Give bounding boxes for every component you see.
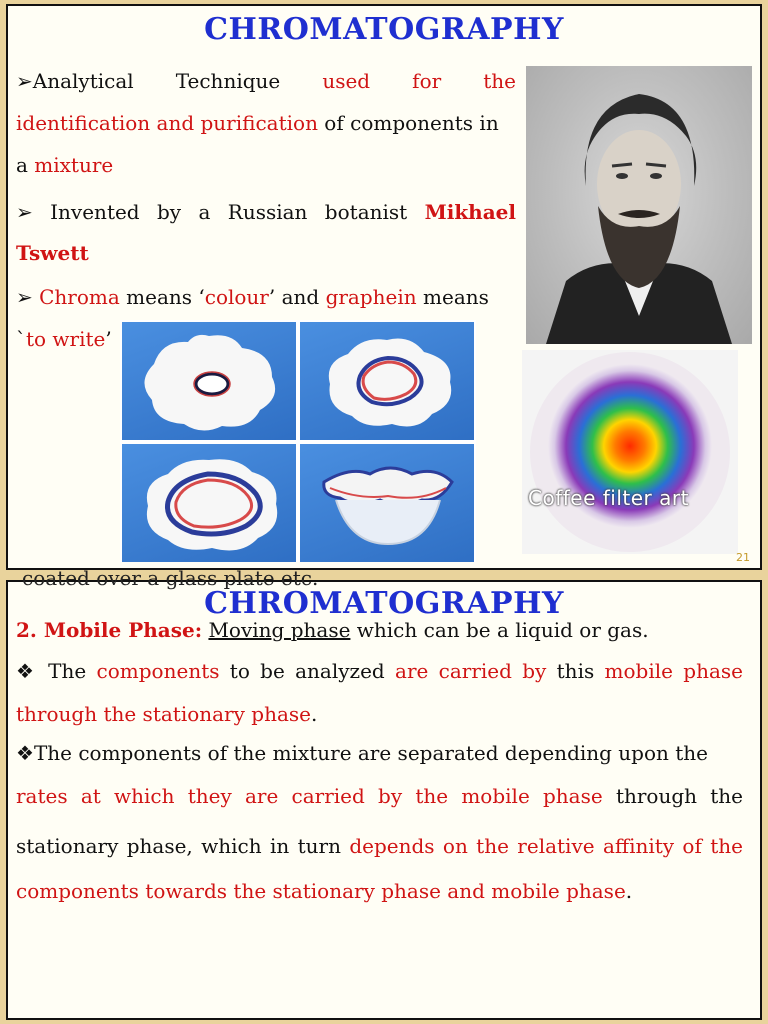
filter-paper-photos	[120, 320, 476, 562]
filter-photo-3	[122, 444, 296, 562]
bullet-diamond-icon: ❖	[16, 659, 38, 683]
carried-by-line2: through the stationary phase.	[16, 702, 318, 726]
coffee-filter-art-photo	[522, 350, 738, 554]
page-number: 21	[736, 551, 750, 564]
slide-21	[6, 4, 762, 570]
slide-body	[16, 612, 743, 911]
separation-line2: rates at which they are carried by the mobile phase through the	[16, 784, 743, 808]
slide-title: CHROMATOGRAPHY	[204, 12, 564, 47]
bullet-analytical-line1: ➢Analytical Technique used for the	[16, 69, 517, 93]
filter-photo-4	[300, 444, 474, 562]
bullet-analytical-line3: a mixture	[16, 153, 114, 177]
bullet-diamond-icon: ❖	[16, 741, 34, 765]
portrait-illustration	[526, 66, 752, 344]
mobile-phase-definition: 2. Mobile Phase: Moving phase which can be a liquid or gas.	[16, 618, 649, 642]
bullet-inventor: ➢ Invented by a Russian botanist Mikhael Tswett	[16, 200, 516, 265]
separation-line1: ❖The components of the mixture are separated depending upon the	[16, 741, 709, 765]
slide-body	[16, 60, 516, 360]
coffee-filter-illustration	[522, 350, 738, 554]
bullet-etymology: ➢ Chroma means ‘colour’ and graphein means `to write’	[16, 285, 489, 351]
slide-mobile-phase	[6, 566, 762, 1020]
separation-line4: components towards the stationary phase and mobile phase.	[16, 879, 633, 903]
filter-photo-2	[300, 322, 474, 440]
slide-title: CHROMATOGRAPHY	[204, 586, 564, 621]
carried-by-line1: ❖ The components to be analyzed are carried by this mobile phase	[16, 659, 743, 683]
coffee-filter-art-caption: Coffee filter art	[528, 486, 689, 510]
portrait-photo	[526, 66, 752, 344]
filter-photo-1	[122, 322, 296, 440]
bullet-arrow-icon: ➢	[16, 200, 33, 224]
bullet-arrow-icon: ➢	[16, 69, 33, 93]
bullet-arrow-icon: ➢	[16, 285, 33, 309]
bullet-analytical-line2: identification and purification of components in	[16, 111, 499, 135]
separation-line3: stationary phase, which in turn depends on the relative affinity of the	[16, 834, 743, 858]
overflow-text: coated over a glass plate etc.	[22, 566, 319, 590]
